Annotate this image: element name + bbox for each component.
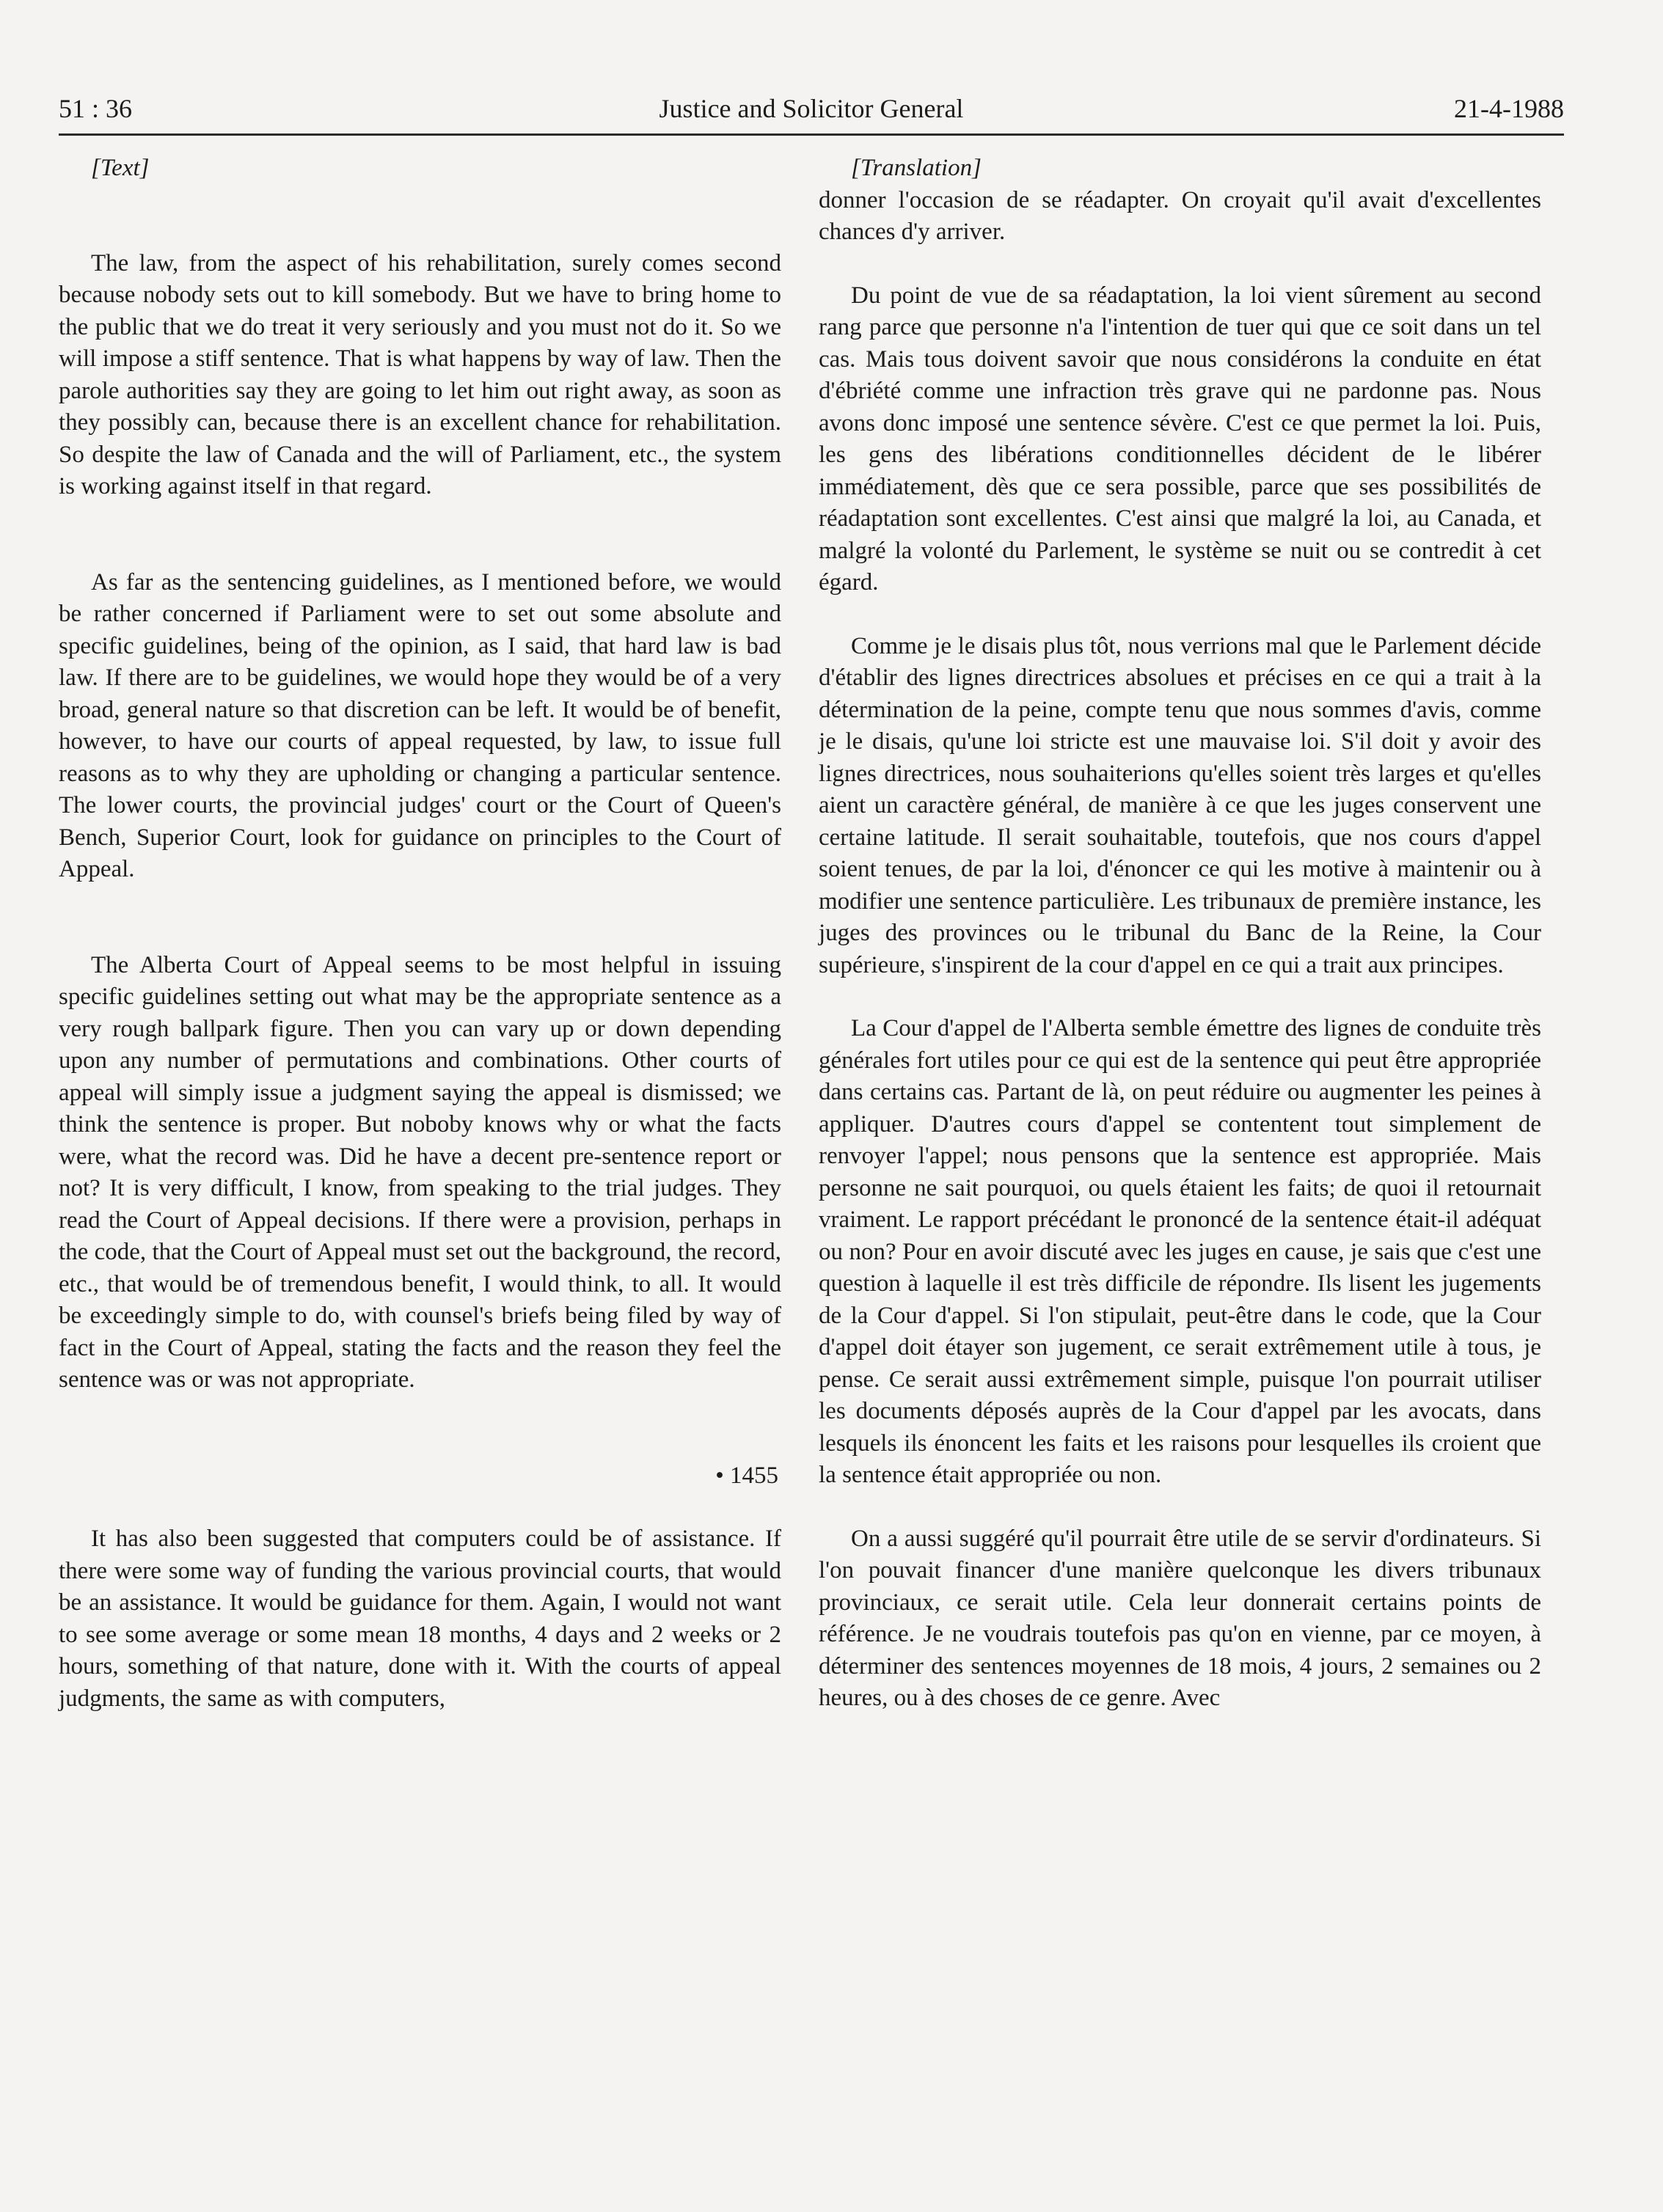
- time-marker: • 1455: [715, 1462, 778, 1489]
- french-paragraph: On a aussi suggéré qu'il pourrait être utile de se servir d'ordinateurs. Si l'on pouvait financer d'une manière quelconque les divers tribunaux provinciaux, ce serait utile. Cela leur donnerait certains points de référence. Je ne voudrais toutefois pas qu'on en vienne, par ce moyen, à déterminer des sentences moyennes de 18 mois, 4 jours, 2 semaines ou 2 heures, ou à des choses de ce genre. Avec: [819, 1525, 1541, 1711]
- english-paragraph: As far as the sentencing guidelines, as I mentioned before, we would be rather concerned if Parliament were to set out some absolute and specific guidelines, being of the opinion, as I said, that hard law is bad law. If there are to be guidelines, we would hope they would be of a very broad, general nature so that discretion can be left. It would be of benefit, however, to have our courts of appeal requested, by law, to issue full reasons as to why they are upholding or changing a particular sentence. The lower courts, the provincial judges' court or the Court of Queen's Bench, Superior Court, look for guidance on principles to the Court of Appeal.: [59, 568, 781, 882]
- translation-label: [Translation]: [851, 155, 982, 181]
- french-paragraph: Comme je le disais plus tôt, nous verrions mal que le Parlement décide d'établir des lignes directrices absolues et précises en ce qui a trait à la détermination de la peine, compte tenu que nous sommes d'avis, comme je le disais, qu'une loi stricte est une mauvaise loi. S'il doit y avoir des lignes directrices, nous souhaiterions qu'elles soient très larges et qu'elles aient un caractère général, de manière à ce que les juges conservent une certaine latitude. Il serait souhaitable, toutefois, que nos cours d'appel soient tenues, de par la loi, d'énoncer ce qui les motive à maintenir ou à modifier une sentence particulière. Les tribunaux de première instance, les juges des provinces ou le tribunal du Banc de la Reine, la Cour supérieure, s'inspirent de la cour d'appel en ce qui a trait aux principes.: [819, 632, 1541, 978]
- french-column: [819, 153, 1541, 1715]
- english-paragraph: It has also been suggested that computers could be of assistance. If there were some way of funding the various provincial courts, that would be an assistance. It would be guidance for them. Again, I would not want to see some average or some mean 18 months, 4 days and 2 weeks or 2 hours, something of that nature, done with it. With the courts of appeal judgments, the same as with computers,: [59, 1526, 781, 1712]
- sitting-date: 21-4-1988: [1454, 94, 1564, 123]
- french-paragraph: La Cour d'appel de l'Alberta semble émettre des lignes de conduite très générales fort utiles pour ce qui est de la sentence qui peut être appropriée dans certains cas. Partant de là, on peut réduire ou augmenter les peines à appliquer. D'autres cours d'appel se contentent tout simplement de renvoyer l'appel; nous pensons que la sentence est appropriée. Mais personne ne sait pourquoi, ou quels étaient les faits; de quoi il retournait vraiment. Le rapport précédant le prononcé de la sentence était-il adéquat ou non? Pour en avoir discuté avec les juges en cause, je sais que c'est une question à laquelle il est très difficile de répondre. Ils lisent les jugements de la Cour d'appel. Si l'on stipulait, peut-être dans le code, que la Cour d'appel doit étayer son jugement, ce serait extrêmement utile à tous, je pense. Ce serait aussi extrêmement simple, puisque l'on pourrait utiliser les documents déposés auprès de la Cour d'appel par les avocats, dans lesquels ils énoncent les faits et les raisons pour lesquelles ils croient que la sentence était appropriée ou non.: [819, 1015, 1541, 1488]
- english-column: [59, 153, 781, 1715]
- page-number: 51 : 36: [59, 94, 133, 123]
- committee-title: Justice and Solicitor General: [659, 94, 964, 123]
- text-label: [Text]: [91, 155, 150, 181]
- page-header: [59, 92, 1564, 136]
- french-paragraph-continuation: donner l'occasion de se réadapter. On croyait qu'il avait d'excellentes chances d'y arriver.: [819, 186, 1541, 245]
- english-paragraph: The Alberta Court of Appeal seems to be most helpful in issuing specific guidelines setting out what may be the appropriate sentence as a very rough ballpark figure. Then you can vary up or down depending upon any number of permutations and combinations. Other courts of appeal will simply issue a judgment saying the appeal is dismissed; we think the sentence is proper. But noboby knows why or what the facts were, what the record was. Did he have a decent pre-sentence report or not? It is very difficult, I know, from speaking to the trial judges. They read the Court of Appeal decisions. If there were a provision, perhaps in the code, that the Court of Appeal must set out the background, the record, etc., that would be of tremendous benefit, I would think, to all. It would be exceedingly simple to do, with counsel's briefs being filed by way of fact in the Court of Appeal, stating the facts and the reason they feel the sentence was or was not appropriate.: [59, 951, 781, 1393]
- french-paragraph: Du point de vue de sa réadaptation, la loi vient sûrement au second rang parce que personne n'a l'intention de tuer qui que ce soit dans un tel cas. Mais tous doivent savoir que nous considérons la conduite en état d'ébriété comme une infraction très grave qui ne pardonne pas. Nous avons donc imposé une sentence sévère. C'est ce que permet la loi. Puis, les gens des libérations conditionnelles décident de le libérer immédiatement, dès que ce sera possible, parce que ses possibilités de réadaptation sont excellentes. C'est ainsi que malgré la loi, au Canada, et malgré la volonté du Parlement, le système se nuit ou se contredit à cet égard.: [819, 282, 1541, 596]
- english-paragraph: The law, from the aspect of his rehabilitation, surely comes second because nobody sets out to kill somebody. But we have to bring home to the public that we do treat it very seriously and you must not do it. So we will impose a stiff sentence. That is what happens by way of law. Then the parole authorities say they are going to let him out right away, as soon as they possibly can, because there is an excellent chance for rehabilitation. So despite the law of Canada and the will of Parliament, etc., the system is working against itself in that regard.: [59, 249, 781, 499]
